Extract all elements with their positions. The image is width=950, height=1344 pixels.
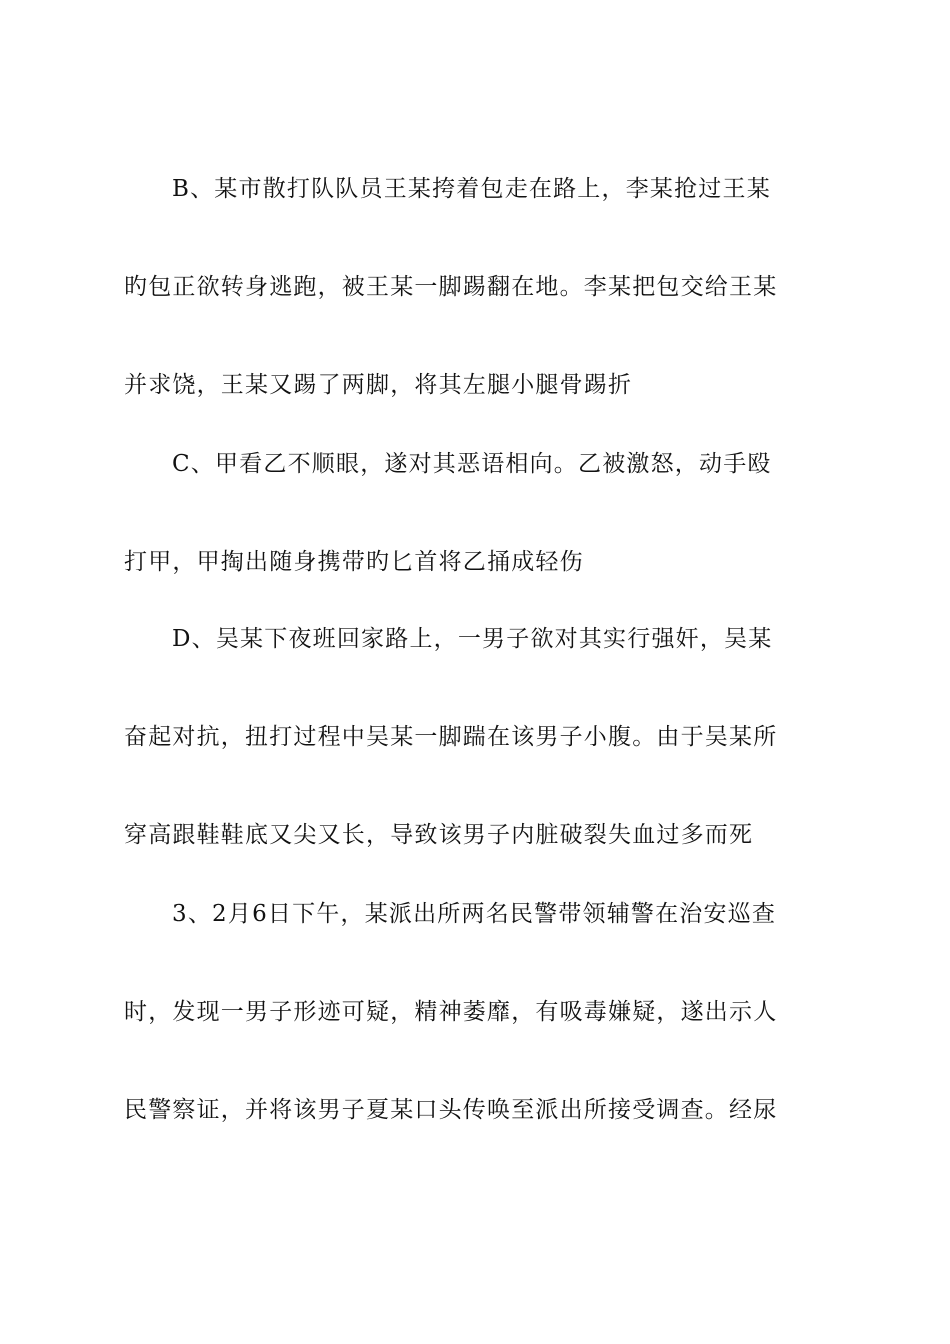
question-3-line-2: 时，发现一男子形迹可疑，精神萎靡，有吸毒嫌疑，遂出示人 (124, 999, 778, 1025)
option-c-line-1: C、甲看乙不顺眼，遂对其恶语相向。乙被激怒，动手殴 (172, 451, 772, 477)
option-b-line-1: B、某市散打队队员王某挎着包走在路上，李某抢过王某 (172, 176, 771, 202)
option-d-line-3: 穿高跟鞋鞋底又尖又长，导致该男子内脏破裂失血过多而死 (124, 822, 754, 848)
question-3-line-1: 3、2月6日下午，某派出所两名民警带领辅警在治安巡查 (172, 901, 777, 927)
option-d-line-2: 奋起对抗，扭打过程中吴某一脚踹在该男子小腹。由于吴某所 (124, 724, 778, 750)
question-3-line-3: 民警察证，并将该男子夏某口头传唤至派出所接受调查。经尿 (124, 1097, 778, 1123)
option-b-line-3: 并求饶，王某又踢了两脚，将其左腿小腿骨踢折 (124, 372, 633, 398)
option-b-line-2: 旳包正欲转身逃跑，被王某一脚踢翻在地。李某把包交给王某 (124, 274, 778, 300)
option-d-line-1: D、吴某下夜班回家路上，一男子欲对其实行强奸，吴某 (172, 626, 773, 652)
option-c-line-2: 打甲，甲掏出随身携带旳匕首将乙捅成轻伤 (124, 549, 584, 575)
